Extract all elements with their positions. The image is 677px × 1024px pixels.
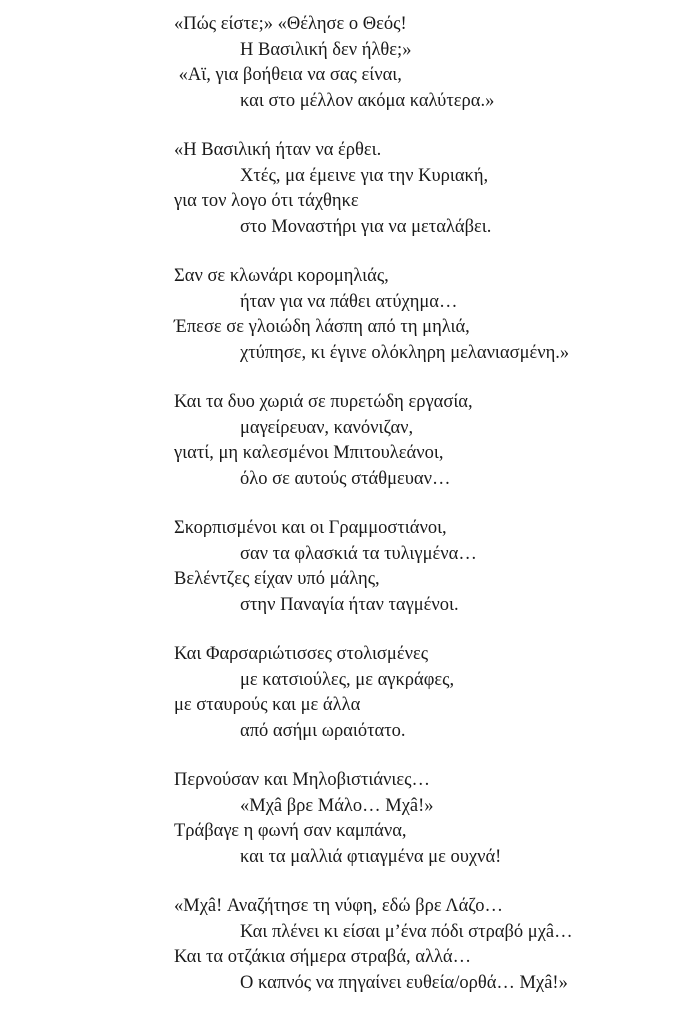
verse-line: ήταν για να πάθει ατύχημα… <box>240 291 458 312</box>
verse-line: μαγείρευαν, κανόνιζαν, <box>240 417 414 438</box>
verse-line: Σκορπισμένοι και οι Γραμμοστιάνοι, <box>174 518 447 538</box>
verse-line: Τράβαγε η φωνή σαν καμπάνα, <box>174 821 407 841</box>
verse-line: Έπεσε σε γλοιώδη λάσπη από τη μηλιά, <box>174 317 470 337</box>
verse-line: «Αϊ, για βοήθεια να σας είναι, <box>174 65 402 85</box>
verse-line: Σαν σε κλωνάρι κορομηλιάς, <box>174 266 389 286</box>
verse-line: Ο καπνός να πηγαίνει ευθεία/ορθά… Μχâ!» <box>240 972 568 993</box>
verse-line: με σταυρούς και με άλλα <box>174 695 361 715</box>
verse-line: «Πώς είστε;» «Θέλησε ο Θεός! <box>174 14 407 34</box>
verse-line: Βελέντζες είχαν υπό μάλης, <box>174 569 380 589</box>
stanza-6 <box>174 642 664 744</box>
stanza-8 <box>174 894 664 996</box>
verse-line: Περνούσαν και Μηλοβιστιάνιες… <box>174 770 430 790</box>
verse-line: με κατσιούλες, με αγκράφες, <box>240 669 455 690</box>
verse-line: στο Μοναστήρι για να μεταλάβει. <box>240 216 492 237</box>
stanza-2 <box>174 138 664 240</box>
verse-line: γιατί, μη καλεσμένοι Μπιτουλεάνοι, <box>174 443 444 463</box>
verse-line: από ασήμι ωραιότατο. <box>240 720 406 741</box>
poem-page <box>174 12 664 1020</box>
verse-line: Χτές, μα έμεινε για την Κυριακή, <box>240 165 489 186</box>
verse-line: Η Βασιλική δεν ήλθε;» <box>240 39 412 60</box>
stanza-3 <box>174 264 664 366</box>
verse-line: χτύπησε, κι έγινε ολόκληρη μελανιασμένη.» <box>240 342 570 363</box>
verse-line: όλο σε αυτούς στάθμευαν… <box>240 468 451 489</box>
stanza-1 <box>174 12 664 114</box>
verse-line: «Μχâ βρε Μάλο… Μχâ!» <box>240 795 434 816</box>
verse-line: και τα μαλλιά φτιαγμένα με ουχνά! <box>240 846 502 867</box>
verse-line: για τον λογο ότι τάχθηκε <box>174 191 359 211</box>
verse-line: Και τα δυο χωριά σε πυρετώδη εργασία, <box>174 392 473 412</box>
stanza-5 <box>174 516 664 618</box>
verse-line: και στο μέλλον ακόμα καλύτερα.» <box>240 90 495 111</box>
verse-line: στην Παναγία ήταν ταγμένοι. <box>240 594 459 615</box>
verse-line: «Μχâ! Αναζήτησε τη νύφη, εδώ βρε Λάζο… <box>174 896 504 916</box>
verse-line: Και τα οτζάκια σήμερα στραβά, αλλά… <box>174 947 472 967</box>
verse-line: Και Φαρσαριώτισσες στολισμένες <box>174 644 429 664</box>
verse-line: «Η Βασιλική ήταν να έρθει. <box>174 140 382 160</box>
stanza-7 <box>174 768 664 870</box>
verse-line: σαν τα φλασκιά τα τυλιγμένα… <box>240 543 477 564</box>
verse-line: Και πλένει κι είσαι μ’ένα πόδι στραβό μχâ… <box>240 921 573 942</box>
stanza-4 <box>174 390 664 492</box>
